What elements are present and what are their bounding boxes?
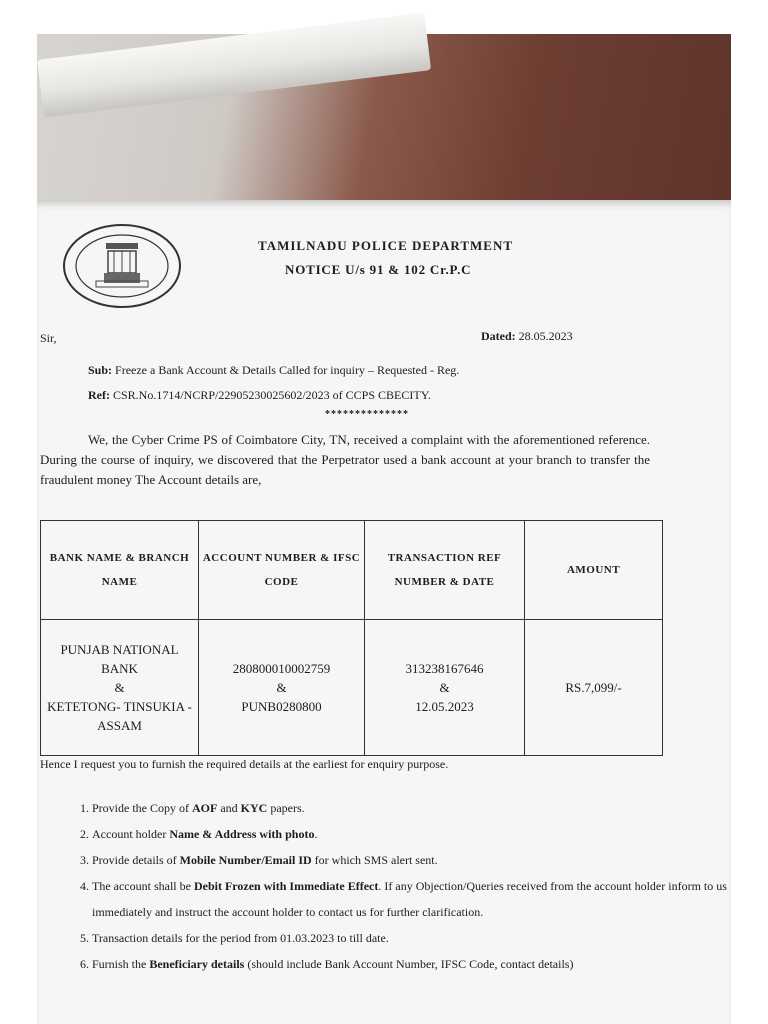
table-row bbox=[41, 620, 663, 756]
list-item: 2. Account holder Name & Address with photo. bbox=[92, 821, 742, 847]
transaction-ref: 313238167646 bbox=[405, 661, 484, 676]
police-emblem-seal bbox=[62, 223, 182, 309]
subject-text: Freeze a Bank Account & Details Called for inquiry – Requested - Reg. bbox=[115, 363, 460, 377]
request-list bbox=[28, 795, 742, 977]
notice-title: NOTICE U/s 91 & 102 Cr.P.C bbox=[285, 262, 472, 277]
account-joiner: & bbox=[276, 680, 287, 695]
department-title: TAMILNADU POLICE DEPARTMENT bbox=[258, 238, 514, 253]
reference-line bbox=[88, 388, 431, 403]
header-amount: AMOUNT bbox=[525, 521, 663, 620]
bank-name: PUNJAB NATIONAL BANK bbox=[60, 642, 179, 676]
account-details-table bbox=[40, 520, 663, 756]
table-header-row bbox=[41, 521, 663, 620]
date-line bbox=[481, 329, 573, 344]
reference-text: CSR.No.1714/NCRP/22905230025602/2023 of CCPS CBECITY. bbox=[112, 388, 431, 402]
branch-name: KETETONG- TINSUKIA - ASSAM bbox=[47, 699, 192, 733]
subject-line bbox=[88, 363, 459, 378]
reference-label: Ref: bbox=[88, 388, 110, 402]
bank-joiner: & bbox=[114, 680, 125, 695]
cell-amount: RS.7,099/- bbox=[525, 620, 663, 756]
list-item: 4. The account shall be Debit Frozen with Immediate Effect. If any Objection/Queries received from the account holder inform to us immediately and instruct the account holder to contact us for further clarification. bbox=[92, 873, 742, 925]
transaction-date: 12.05.2023 bbox=[415, 699, 474, 714]
account-number: 280800010002759 bbox=[232, 661, 331, 676]
list-item: 1. Provide the Copy of AOF and KYC papers. bbox=[92, 795, 742, 821]
separator-stars: ************** bbox=[325, 409, 409, 420]
cell-bank-branch bbox=[41, 620, 199, 756]
request-intro: Hence I request you to furnish the required details at the earliest for enquiry purpose. bbox=[40, 757, 449, 771]
transaction-joiner: & bbox=[439, 680, 450, 695]
header-bank-name: BANK NAME & BRANCH NAME bbox=[41, 521, 199, 620]
cell-account-ifsc bbox=[199, 620, 365, 756]
list-item: 3. Provide details of Mobile Number/Email ID for which SMS alert sent. bbox=[92, 847, 742, 873]
subject-label: Sub: bbox=[88, 363, 113, 377]
header-transaction-ref: TRANSACTION REF NUMBER & DATE bbox=[365, 521, 525, 620]
ifsc-code: PUNB0280800 bbox=[241, 699, 322, 714]
list-item: 5. Transaction details for the period from 01.03.2023 to till date. bbox=[92, 925, 742, 951]
date-value: 28.05.2023 bbox=[518, 329, 573, 343]
header-account-number: ACCOUNT NUMBER & IFSC CODE bbox=[199, 521, 365, 620]
salutation: Sir, bbox=[40, 331, 57, 345]
list-item: 6. Furnish the Beneficiary details (should include Bank Account Number, IFSC Code, contact details) bbox=[92, 951, 742, 977]
body-paragraph: We, the Cyber Crime PS of Coimbatore City, TN, received a complaint with the aforementioned reference. During the course of inquiry, we discovered that the Perpetrator used a bank account at your branch to transfer the fraudulent money The Account details are, bbox=[40, 432, 650, 487]
cell-transaction bbox=[365, 620, 525, 756]
date-label: Dated: bbox=[481, 329, 516, 343]
